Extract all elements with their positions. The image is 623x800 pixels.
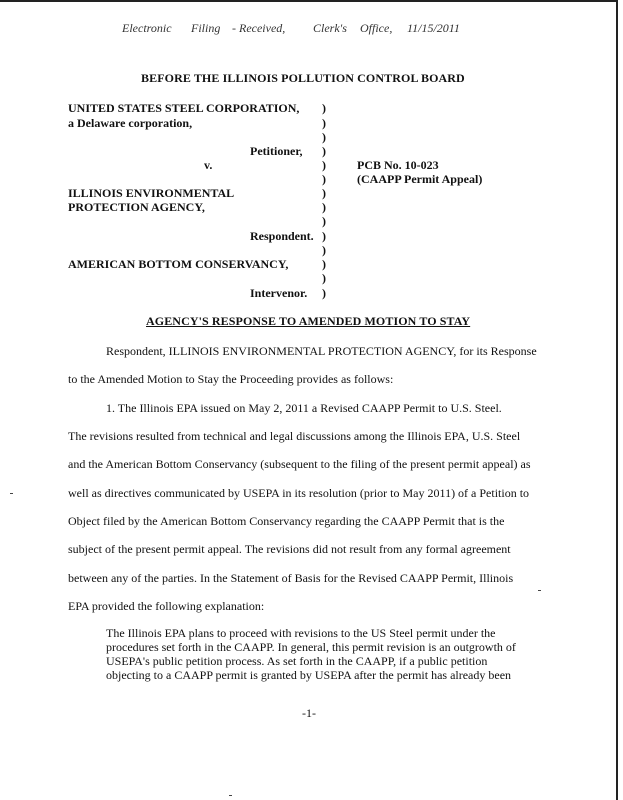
body-line: between any of the parties. In the Statement of Basis for the Revised CAAPP Permit, Illinois: [68, 571, 514, 585]
quote-line: procedures set forth in the CAAPP. In general, this permit revision is an outgrowth of: [106, 640, 516, 654]
filing-clerks: Clerk's: [313, 21, 347, 35]
page-top-border: [0, 0, 618, 2]
petitioner-name: UNITED STATES STEEL CORPORATION,: [68, 101, 300, 115]
caption-paren: ): [322, 172, 326, 186]
case-number: PCB No. 10-023: [357, 158, 439, 172]
body-line: Object filed by the American Bottom Conservancy regarding the CAAPP Permit that is the: [68, 514, 505, 528]
filing-electronic: Electronic: [122, 21, 172, 35]
caption-paren: ): [322, 200, 326, 214]
board-title: BEFORE THE ILLINOIS POLLUTION CONTROL BOARD: [141, 71, 465, 85]
caption-paren: ): [322, 229, 326, 243]
intervenor-name: AMERICAN BOTTOM CONSERVANCY,: [68, 257, 289, 271]
scan-speck: [10, 493, 13, 494]
caption-paren: ): [322, 186, 326, 200]
petitioner-description: a Delaware corporation,: [68, 116, 193, 130]
respondent-name-line-2: PROTECTION AGENCY,: [68, 200, 205, 214]
respondent-name-line-1: ILLINOIS ENVIRONMENTAL: [68, 186, 235, 200]
page-right-border: [616, 0, 618, 800]
body-line: The revisions resulted from technical and legal discussions among the Illinois EPA, U.S. Steel: [68, 429, 521, 443]
respondent-role: Respondent.: [250, 229, 314, 243]
caption-paren: ): [322, 130, 326, 144]
page-number: -1-: [302, 706, 316, 720]
caption-paren: ): [322, 101, 326, 115]
versus: v.: [204, 158, 213, 172]
document-title: AGENCY'S RESPONSE TO AMENDED MOTION TO STAY: [146, 314, 471, 328]
body-line: subject of the present permit appeal. The revisions did not result from any formal agreement: [68, 542, 511, 556]
caption-paren: ): [322, 214, 326, 228]
scan-speck: [229, 795, 232, 796]
quote-line: objecting to a CAAPP permit is granted by USEPA after the permit has already been: [106, 668, 512, 682]
caption-paren: ): [322, 144, 326, 158]
caption-paren: ): [322, 271, 326, 285]
body-line: EPA provided the following explanation:: [68, 599, 265, 613]
caption-paren: ): [322, 158, 326, 172]
quote-line: The Illinois EPA plans to proceed with revisions to the US Steel permit under the: [106, 626, 496, 640]
body-line: Respondent, ILLINOIS ENVIRONMENTAL PROTECTION AGENCY, for its Response: [106, 344, 537, 358]
body-line: and the American Bottom Conservancy (subsequent to the filing of the present permit appeal) as: [68, 457, 531, 471]
filing-date: 11/15/2011: [407, 21, 460, 35]
caption-paren: ): [322, 243, 326, 257]
body-line: well as directives communicated by USEPA in its resolution (prior to May 2011) of a Petition to: [68, 486, 530, 500]
petitioner-role: Petitioner,: [250, 144, 303, 158]
intervenor-role: Intervenor.: [250, 286, 308, 300]
body-line: to the Amended Motion to Stay the Proceeding provides as follows:: [68, 372, 394, 386]
filing-filing: Filing: [191, 21, 221, 35]
caption-paren: ): [322, 257, 326, 271]
caption-paren: ): [322, 116, 326, 130]
scan-speck: [538, 590, 541, 591]
filing-office: Office,: [360, 21, 393, 35]
quote-line: USEPA's public petition process. As set forth in the CAAPP, if a public petition: [106, 654, 488, 668]
body-line: 1. The Illinois EPA issued on May 2, 2011 a Revised CAAPP Permit to U.S. Steel.: [106, 401, 502, 415]
caption-paren: ): [322, 286, 326, 300]
filing-received: - Received,: [232, 21, 286, 35]
case-type: (CAAPP Permit Appeal): [357, 172, 483, 186]
